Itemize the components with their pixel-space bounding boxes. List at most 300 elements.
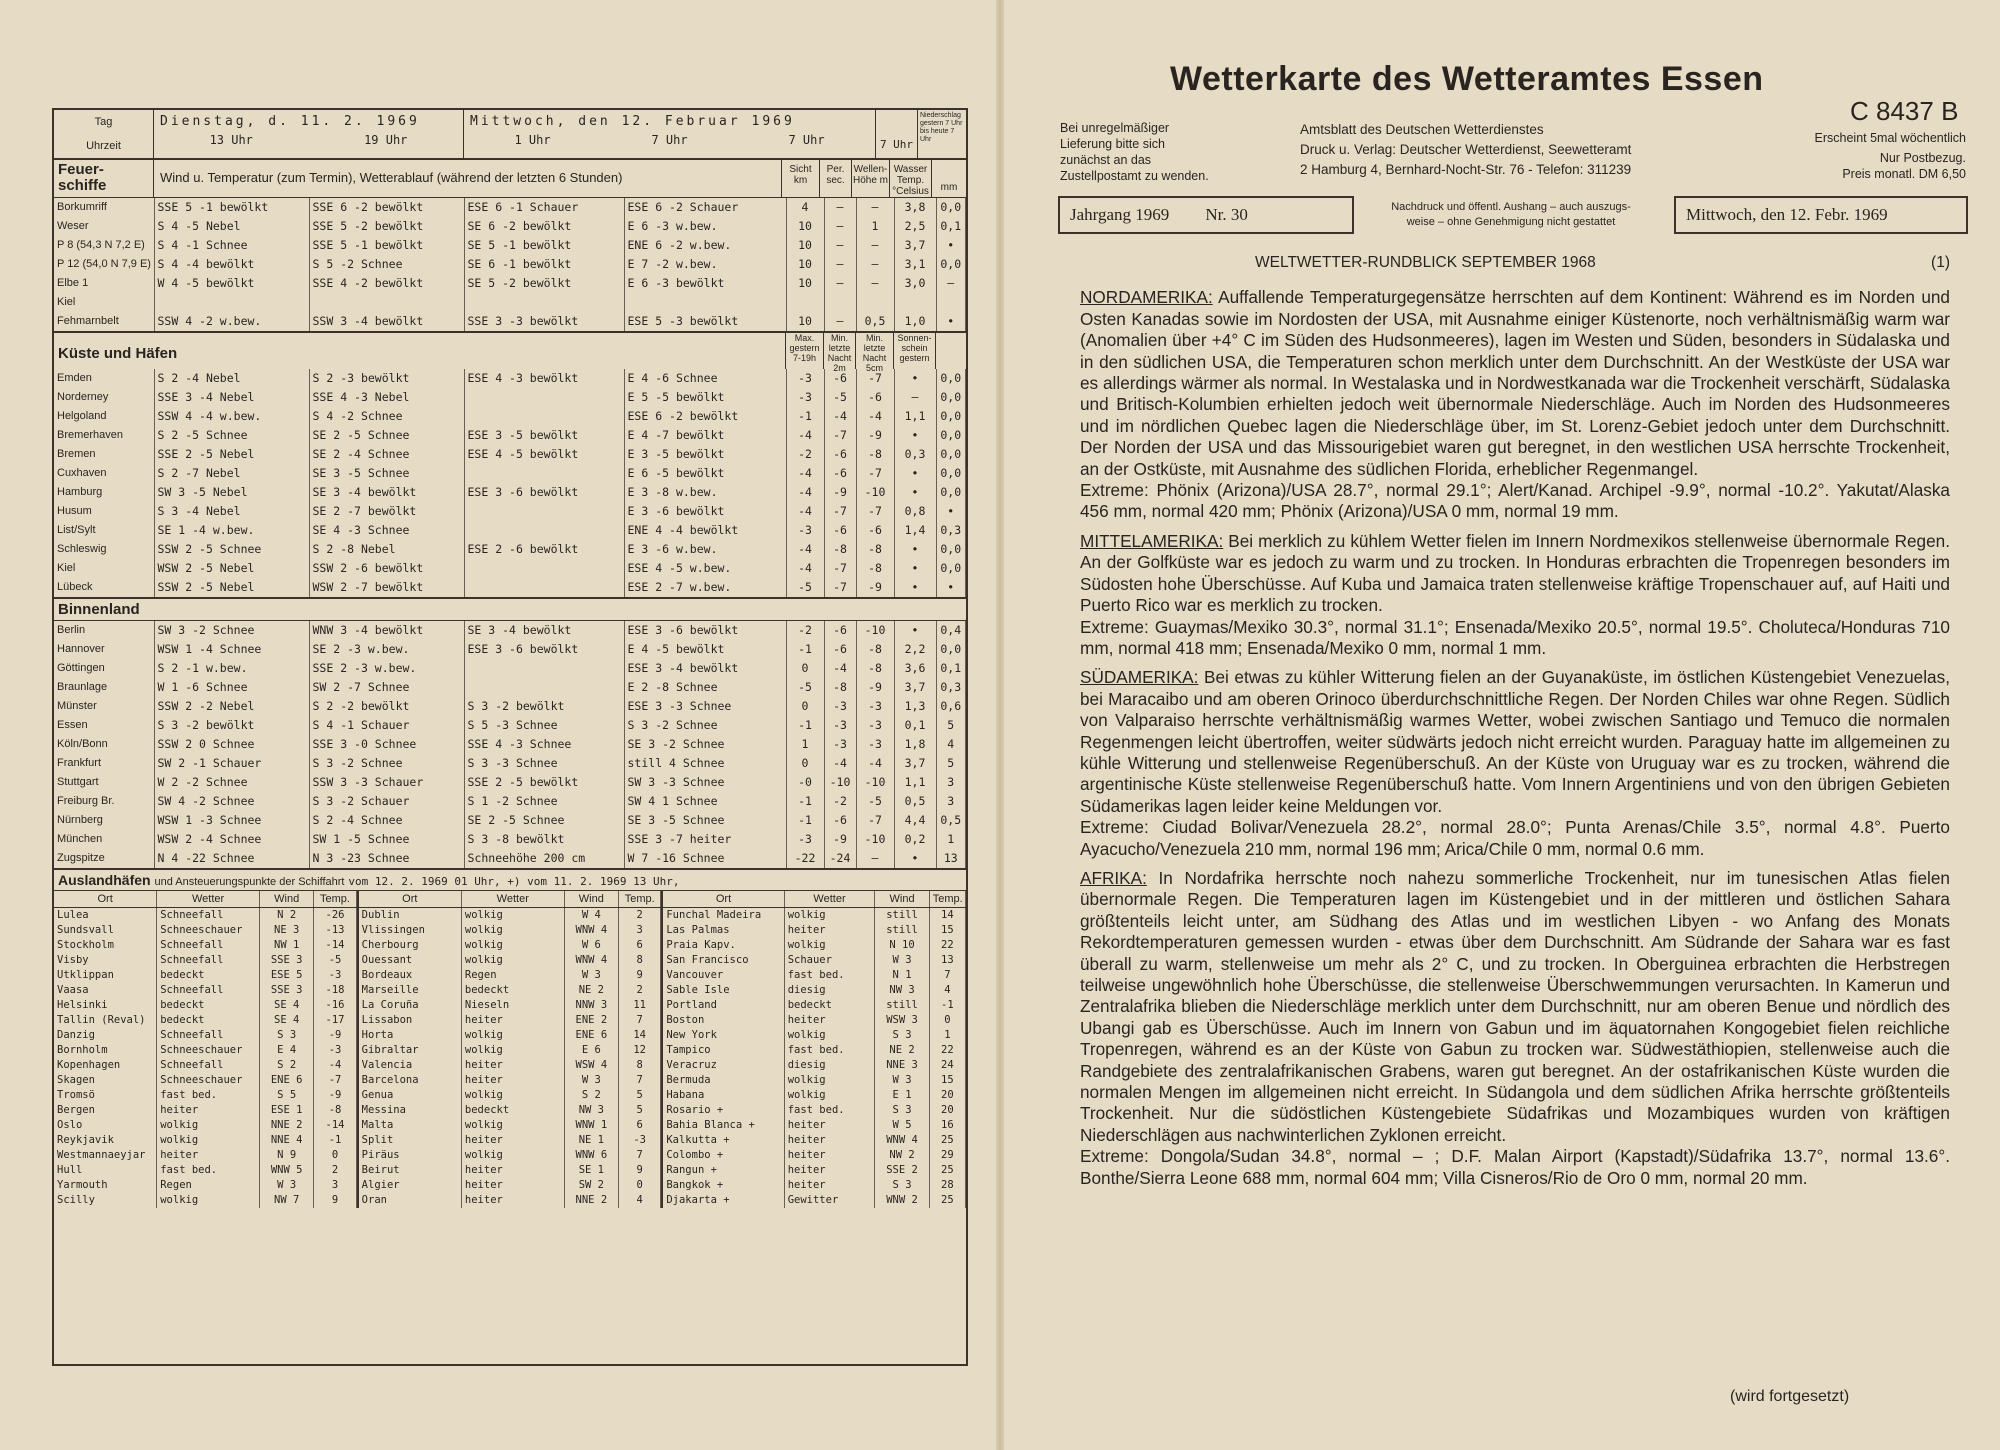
cell: bedeckt (157, 998, 260, 1013)
cell: ESE 4 -3 bewölkt (464, 369, 624, 388)
ausland-row (359, 1058, 661, 1073)
cell: E 6 -5 bewölkt (624, 464, 786, 483)
cell: W 3 (875, 1073, 929, 1088)
port-name: Yarmouth (54, 1178, 157, 1193)
cell: SE 6 -1 bewölkt (464, 255, 624, 274)
time-13: 13 Uhr (209, 133, 253, 147)
cell: -9 (856, 578, 894, 597)
ausland-row (663, 1148, 965, 1163)
port-name: Piräus (359, 1148, 462, 1163)
article-body (1080, 252, 1950, 1197)
cell: -5 (786, 678, 824, 697)
cell: WSW 4 (564, 1058, 618, 1073)
cell: 4 (929, 983, 965, 998)
col-max: Max. gestern 7-19h (786, 333, 824, 369)
cell: still 4 Schnee (624, 754, 786, 773)
cell: NW 3 (564, 1103, 618, 1118)
cell: -3 (856, 735, 894, 754)
feuerschiff-row (54, 312, 966, 331)
cell: -17 (314, 1013, 356, 1028)
station-name: Cuxhaven (54, 464, 154, 483)
cell: still (875, 907, 929, 923)
column-header: Wetter (157, 891, 260, 907)
cell (464, 559, 624, 578)
cell: 4 (786, 198, 824, 217)
cell: -1 (786, 407, 824, 426)
kueste-row (54, 578, 966, 597)
cell: SE 3 -2 Schnee (624, 735, 786, 754)
port-name: Vlissingen (359, 923, 462, 938)
cell: heiter (461, 1133, 564, 1148)
cell: SE 1 (564, 1163, 618, 1178)
feuerschiff-row (54, 255, 966, 274)
cell: 9 (619, 1163, 661, 1178)
port-name: Stockholm (54, 938, 157, 953)
port-name: Las Palmas (663, 923, 784, 938)
cell: 1,1 (894, 773, 936, 792)
cell: wolkig (461, 1028, 564, 1043)
cell: ESE 3 -5 bewölkt (464, 426, 624, 445)
cell: 3,1 (894, 255, 936, 274)
cell: ESE 1 (259, 1103, 313, 1118)
table-header (54, 110, 966, 160)
cell: ESE 4 -5 w.bew. (624, 559, 786, 578)
cell: SW 2 (564, 1178, 618, 1193)
station-name: Husum (54, 502, 154, 521)
port-name: Malta (359, 1118, 462, 1133)
feuerschiff-row (54, 217, 966, 236)
cell: Schneefall (157, 1058, 260, 1073)
cell: • (894, 540, 936, 559)
ausland-row (663, 1103, 965, 1118)
cell: -4 (786, 426, 824, 445)
cell: 0,3 (936, 521, 966, 540)
cell: -7 (856, 811, 894, 830)
cell: 0,0 (936, 559, 966, 578)
cell (624, 293, 786, 312)
cell: – (824, 198, 856, 217)
binnenland-row (54, 811, 966, 830)
cell: -8 (856, 559, 894, 578)
cell: E 6 -3 w.bew. (624, 217, 786, 236)
port-name: Rosario + (663, 1103, 784, 1118)
ausland-row (359, 953, 661, 968)
port-name: San Francisco (663, 953, 784, 968)
ausland-header-row (663, 891, 965, 907)
cell: 0,3 (936, 678, 966, 697)
cell: -10 (856, 773, 894, 792)
cell: WNW 4 (875, 1133, 929, 1148)
cell: S 2 -8 Nebel (309, 540, 464, 559)
station-name: Bremen (54, 445, 154, 464)
cell: WSW 1 -4 Schnee (154, 640, 309, 659)
station-name: Göttingen (54, 659, 154, 678)
station-name: Schleswig (54, 540, 154, 559)
cell: -10 (856, 483, 894, 502)
cell: fast bed. (784, 968, 875, 983)
cell: -5 (856, 792, 894, 811)
cell: -9 (856, 678, 894, 697)
ausland-row (54, 1193, 356, 1208)
station-name: Bremerhaven (54, 426, 154, 445)
cell: -8 (856, 540, 894, 559)
binnenland-table (54, 621, 966, 868)
cell: -7 (824, 578, 856, 597)
port-name: Horta (359, 1028, 462, 1043)
time-1: 1 Uhr (514, 133, 551, 147)
cell: S 3 -3 Schnee (464, 754, 624, 773)
cell: ESE 3 -6 bewölkt (464, 640, 624, 659)
cell: 0,0 (936, 198, 966, 217)
cell: 0,2 (894, 830, 936, 849)
cell: N 4 -22 Schnee (154, 849, 309, 868)
cell: -6 (824, 640, 856, 659)
station-name: Hannover (54, 640, 154, 659)
cell: N 1 (875, 968, 929, 983)
cell: S 3 -8 bewölkt (464, 830, 624, 849)
ausland-row (663, 1163, 965, 1178)
cell: 5 (619, 1088, 661, 1103)
feuerschiffe-header (54, 160, 966, 198)
kueste-row (54, 502, 966, 521)
cell: wolkig (784, 938, 875, 953)
cell: 0,1 (936, 217, 966, 236)
cell: SE 2 -3 w.bew. (309, 640, 464, 659)
cell: S 4 -1 Schnee (154, 236, 309, 255)
cell: N 10 (875, 938, 929, 953)
cell: 25 (929, 1163, 965, 1178)
cell: fast bed. (784, 1103, 875, 1118)
ausland-row (359, 1163, 661, 1178)
cell: SSE 3 -0 Schnee (309, 735, 464, 754)
column-header: Wetter (461, 891, 564, 907)
region-text: Bei etwas zu kühler Witterung fielen an der Guyanaküste, im östlichen Küstengebiet Venezuelas, bei Maracaibo und am oberen Orinoco überdurchschnittliche Regen. Der Norden Chiles war ohne Regen. Südlich von Valparaiso herrschte verhältnismäßig warmes Wetter, wobei zwischen Santiago und Temuco die normalen Regenmengen leicht übertroffen, weiter südwärts jedoch nicht erreicht wurden. Paraguay hatte im allgemeinen zu kühle Witterung und stellenweise Regenüberschuß. An der Küste von Uruguay war es zu trocken, während die argentinische Küste stellenweise Regenüberschuß hatte. Vom Innern Argentiniens und von den übrigen Gebieten Südamerikas lagen leider keine Meldungen vor. (1080, 667, 1950, 816)
ausland-row (663, 1028, 965, 1043)
cell: bedeckt (157, 968, 260, 983)
port-name: Rangun + (663, 1163, 784, 1178)
cell: -3 (619, 1133, 661, 1148)
port-name: Westmannaeyjar (54, 1148, 157, 1163)
kueste-row (54, 407, 966, 426)
cell: NNE 2 (259, 1118, 313, 1133)
cell: fast bed. (157, 1163, 260, 1178)
cell: E 6 (564, 1043, 618, 1058)
cell: -8 (856, 445, 894, 464)
port-name: Valencia (359, 1058, 462, 1073)
ausland-row (359, 1073, 661, 1088)
cell: ENE 6 -2 w.bew. (624, 236, 786, 255)
cell: ESE 6 -2 Schauer (624, 198, 786, 217)
cell: fast bed. (784, 1043, 875, 1058)
ausland-row (359, 1103, 661, 1118)
cell: 20 (929, 1088, 965, 1103)
cell: 0 (786, 754, 824, 773)
cell: -3 (856, 716, 894, 735)
ausland-row (663, 1013, 965, 1028)
cell (464, 388, 624, 407)
col-min-2m: Min. letzte Nacht 2m (824, 333, 856, 369)
cell (464, 678, 624, 697)
feuerschiff-row (54, 236, 966, 255)
region-paragraph (1080, 868, 1950, 1189)
cell: -10 (856, 621, 894, 640)
kueste-table (54, 369, 966, 597)
cell: Nieseln (461, 998, 564, 1013)
cell: SSE 5 -1 bewölkt (309, 236, 464, 255)
cell: S 2 -4 Nebel (154, 369, 309, 388)
cell: wolkig (157, 1133, 260, 1148)
station-name: Hamburg (54, 483, 154, 502)
cell: 1 (929, 1028, 965, 1043)
cell: • (894, 369, 936, 388)
cell: 0,0 (936, 445, 966, 464)
cell: SSW 2 -2 Nebel (154, 697, 309, 716)
cell: NE 2 (564, 983, 618, 998)
cell: 0,8 (894, 502, 936, 521)
port-name: Portland (663, 998, 784, 1013)
cell: -1 (786, 792, 824, 811)
cell: SSE 4 -3 Nebel (309, 388, 464, 407)
cell: • (894, 621, 936, 640)
cell: -4 (824, 659, 856, 678)
column-header: Wind (564, 891, 618, 907)
cell: 3 (619, 923, 661, 938)
cell: SSW 2 -5 Schnee (154, 540, 309, 559)
cell: -0 (786, 773, 824, 792)
cell: heiter (784, 1118, 875, 1133)
cell: W 5 (875, 1118, 929, 1133)
time-7b: 7 Uhr (788, 133, 825, 147)
station-name: Kiel (54, 559, 154, 578)
cell: -7 (856, 369, 894, 388)
cell (786, 293, 824, 312)
cell: 1,1 (894, 407, 936, 426)
cell: 3 (314, 1178, 356, 1193)
cell: SW 3 -3 Schnee (624, 773, 786, 792)
cell: W 3 (564, 968, 618, 983)
cell: S 3 (875, 1178, 929, 1193)
cell (464, 659, 624, 678)
cell: SW 2 -1 Schauer (154, 754, 309, 773)
cell: 29 (929, 1148, 965, 1163)
cell: 0,5 (894, 792, 936, 811)
cell: SSW 2 -5 Nebel (154, 578, 309, 597)
binnenland-row (54, 640, 966, 659)
cell: ENE 6 (259, 1073, 313, 1088)
cell: 2,5 (894, 217, 936, 236)
cell: 0 (314, 1148, 356, 1163)
ausland-row (663, 1118, 965, 1133)
cell: 11 (619, 998, 661, 1013)
cell: wolkig (157, 1193, 260, 1208)
cell: SW 2 -7 Schnee (309, 678, 464, 697)
cell: S 2 -3 bewölkt (309, 369, 464, 388)
cell (309, 293, 464, 312)
cell: SSE 4 -3 Schnee (464, 735, 624, 754)
binnenland-row (54, 792, 966, 811)
column-header: Temp. (929, 891, 965, 907)
port-name: Bergen (54, 1103, 157, 1118)
cell: SE 4 (259, 1013, 313, 1028)
cell: SW 4 1 Schnee (624, 792, 786, 811)
cell: 22 (929, 938, 965, 953)
cell: SSW 4 -2 w.bew. (154, 312, 309, 331)
port-name: Split (359, 1133, 462, 1148)
cell (856, 293, 894, 312)
cell: Schneefall (157, 907, 260, 923)
port-name: Lulea (54, 907, 157, 923)
cell: • (894, 849, 936, 868)
region-name: NORDAMERIKA: (1080, 287, 1213, 308)
cell: SSW 4 -4 w.bew. (154, 407, 309, 426)
cell: 0 (786, 659, 824, 678)
port-name: Vancouver (663, 968, 784, 983)
cell: 3,6 (894, 659, 936, 678)
cell: heiter (461, 1178, 564, 1193)
binnenland-row (54, 735, 966, 754)
cell: SE 6 -2 bewölkt (464, 217, 624, 236)
cell: – (824, 217, 856, 236)
col-hoehe: Wellen- Höhe m (852, 160, 890, 197)
cell: heiter (784, 1133, 875, 1148)
cell (464, 502, 624, 521)
cell: – (856, 198, 894, 217)
binnenland-row (54, 697, 966, 716)
cell: SSW 2 0 Schnee (154, 735, 309, 754)
ausland-row (54, 1058, 356, 1073)
cell: 3 (936, 792, 966, 811)
cell: 0,3 (894, 445, 936, 464)
cell: 1,4 (894, 521, 936, 540)
cell: wolkig (461, 1043, 564, 1058)
cell: SSE 2 -3 w.bew. (309, 659, 464, 678)
cell: 3,7 (894, 678, 936, 697)
cell: SE 2 -5 Schnee (309, 426, 464, 445)
cell: Schneeschauer (157, 1073, 260, 1088)
cell: WSW 2 -4 Schnee (154, 830, 309, 849)
ausland-row (54, 907, 356, 923)
cell: 1,0 (894, 312, 936, 331)
cell: WNW 4 (564, 923, 618, 938)
cell: -2 (824, 792, 856, 811)
cell (464, 578, 624, 597)
cell: 10 (786, 312, 824, 331)
ausland-row (359, 1013, 661, 1028)
cell: -5 (786, 578, 824, 597)
cell: E 4 -5 bewölkt (624, 640, 786, 659)
cell: -10 (856, 830, 894, 849)
cell: Schauer (784, 953, 875, 968)
cell: W 3 (875, 953, 929, 968)
cell: ESE 6 -1 Schauer (464, 198, 624, 217)
cell: S 3 -2 Schnee (624, 716, 786, 735)
column-header: Wetter (784, 891, 875, 907)
station-name: Borkumriff (54, 198, 154, 217)
port-name: Bangkok + (663, 1178, 784, 1193)
cell: 1 (936, 830, 966, 849)
cell: SE 5 -1 bewölkt (464, 236, 624, 255)
cell: still (875, 998, 929, 1013)
cell: 0,0 (936, 426, 966, 445)
kueste-row (54, 521, 966, 540)
cell: 0,0 (936, 540, 966, 559)
kueste-row (54, 445, 966, 464)
cell: -7 (856, 464, 894, 483)
cell: -3 (824, 716, 856, 735)
auslandhaefen-subtitle: und Ansteuerungspunkte der Schiffahrt (154, 876, 345, 888)
continued-note: (wird fortgesetzt) (1730, 1388, 1850, 1405)
extreme-values: Extreme: Guaymas/Mexiko 30.3°, normal 31.1°; Ensenada/Mexiko 20.5°, normal 19.5°. Choluteca/Honduras 710 mm, normal 418 mm; Ensenada/Mexiko 0 mm, normal 1 mm. (1080, 616, 1950, 658)
cell: -3 (314, 968, 356, 983)
cell: SSW 2 -6 bewölkt (309, 559, 464, 578)
cell: diesig (784, 1058, 875, 1073)
cell: -1 (314, 1133, 356, 1148)
cell: 6 (619, 938, 661, 953)
cell: S 4 -2 Schnee (309, 407, 464, 426)
port-name: Gibraltar (359, 1043, 462, 1058)
station-name: Freiburg Br. (54, 792, 154, 811)
ausland-row (54, 923, 356, 938)
cell: NW 3 (875, 983, 929, 998)
cell: • (936, 502, 966, 521)
cell: 7 (619, 1148, 661, 1163)
tag-label: Tag (94, 116, 113, 128)
cell: -9 (824, 830, 856, 849)
cell: NW 7 (259, 1193, 313, 1208)
cell: -7 (856, 502, 894, 521)
ausland-row (359, 998, 661, 1013)
binnenland-row (54, 754, 966, 773)
cell: NW 2 (875, 1148, 929, 1163)
port-name: Bornholm (54, 1043, 157, 1058)
cell: wolkig (461, 923, 564, 938)
cell: wolkig (784, 1088, 875, 1103)
port-name: Messina (359, 1103, 462, 1118)
ausland-row (359, 1193, 661, 1208)
region-paragraph (1080, 667, 1950, 860)
cell: – (824, 312, 856, 331)
kueste-title: Küste und Häfen (54, 333, 786, 369)
cell: NE 3 (259, 923, 313, 938)
cell: – (856, 849, 894, 868)
port-name: Danzig (54, 1028, 157, 1043)
port-name: Sable Isle (663, 983, 784, 998)
feuerschiffe-title: Feuer-schiffe (54, 160, 154, 197)
cell: 8 (619, 953, 661, 968)
cell: S 5 -3 Schnee (464, 716, 624, 735)
cell: SE 2 -7 bewölkt (309, 502, 464, 521)
ausland-row (359, 923, 661, 938)
cell: NE 1 (564, 1133, 618, 1148)
cell: SSE 4 -2 bewölkt (309, 274, 464, 293)
ausland-row (54, 1103, 356, 1118)
cell: 13 (929, 953, 965, 968)
cell: -24 (824, 849, 856, 868)
kueste-row (54, 559, 966, 578)
region-text: Auffallende Temperaturgegensätze herrschten auf dem Kontinent: Während es im Norden und Osten Kanadas sowie im Nordosten der USA, mit Ausnahme einiger Küstenorte, noch verhältnismäßig warm war (Anomalien über +4° C im Süden des Hudsonmeeres), lagen im Westen und Süden, besonders in Südalaska und in den südlichen USA, die Temperaturen schon merklich unter dem Durchschnitt. An der Westküste der USA war es allerdings wärmer als normal. In Westalaska und in Nordwestkanada war die Trockenheit verschärft, Südalaska und Britisch-Kolumbien erhielten jedoch weit übernormale Niederschläge. Auch im Norden des Hudsonmeeres und im nördlichen Quebec lagen die Niederschläge über, im St. Lorenz-Gebiet jedoch unter dem Durchschnitt. Der Norden der USA und das Missourigebiet waren gut beregnet, in den westlichen USA herrschte Trockenheit, an der Ostküste, mit Ausnahme des südlichen Florida, erheblicher Regenmangel. (1080, 287, 1950, 479)
cell: 13 (936, 849, 966, 868)
cell: -7 (314, 1073, 356, 1088)
cell (464, 293, 624, 312)
station-name: München (54, 830, 154, 849)
cell: 9 (619, 968, 661, 983)
cell: -4 (786, 464, 824, 483)
station-name: Nürnberg (54, 811, 154, 830)
cell: ENE 2 (564, 1013, 618, 1028)
cell: Schneehöhe 200 cm (464, 849, 624, 868)
cell: diesig (784, 983, 875, 998)
cell: WNW 2 (875, 1193, 929, 1208)
